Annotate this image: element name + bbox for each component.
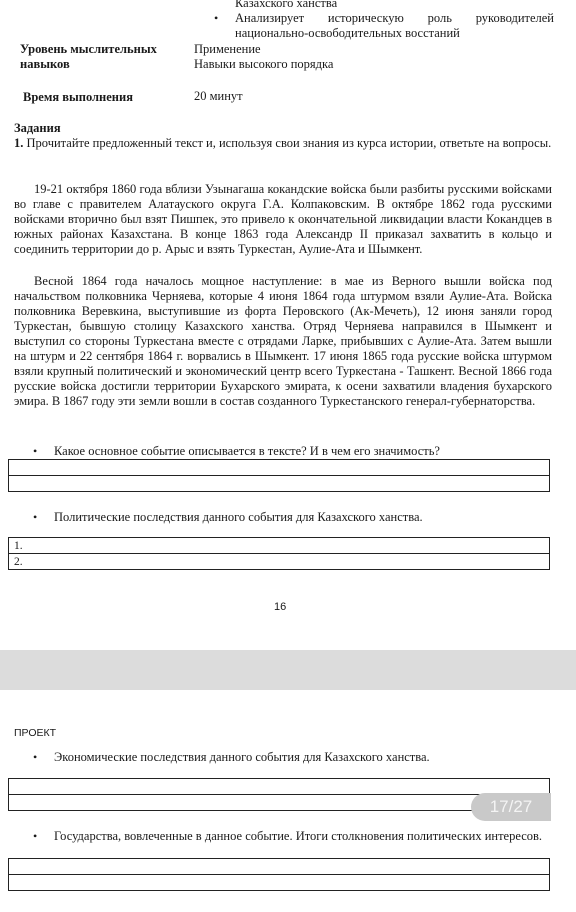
passage-paragraph-1: 19-21 октября 1860 года вблизи Узынагаша кокандские войска были разбиты русскими войсками во главе с правителем Алатауского округа Г.А. Колпаковским. В октябре 1862 года русскими войсками вторично был взят Пишпек, это привело к окончательной ликвидации власти Кокандцев в южных районах Казахстана. В конце 1863 года Александр II приказал захватить в кольцо и соединить территории до р. Арыс и взять Туркестан, Аулие-Ата и Шымкент. xyxy=(14,182,552,256)
answer-line[interactable] xyxy=(9,795,549,811)
time-label: Время выполнения xyxy=(23,90,133,104)
khanate-line: Казахского ханства xyxy=(235,0,338,10)
bullet-icon: • xyxy=(214,11,219,25)
answer-line[interactable] xyxy=(9,859,549,875)
answer-box-q3[interactable] xyxy=(8,778,550,811)
answer-line[interactable] xyxy=(9,779,549,795)
project-header: ПРОЕКТ xyxy=(14,727,57,739)
time-value: 20 минут xyxy=(194,89,243,103)
bullet-icon: • xyxy=(33,510,38,524)
question-2: • Политические последствия данного события для Казахского ханства. xyxy=(33,510,423,524)
answer-box-q4[interactable] xyxy=(8,858,550,891)
answer-line[interactable] xyxy=(9,460,549,476)
objective-item xyxy=(214,11,554,41)
task-1-number: 1. xyxy=(14,136,24,150)
question-3: • Экономические последствия данного события для Казахского ханства. xyxy=(33,750,430,764)
answer-line-2[interactable]: 2. xyxy=(14,556,23,568)
thinking-level-value: Применение Навыки высокого порядка xyxy=(194,42,334,71)
answer-line[interactable] xyxy=(9,476,549,492)
page-number: 16 xyxy=(274,601,287,613)
question-1: • Какое основное событие описывается в тексте? И в чем его значимость? xyxy=(33,444,440,458)
answer-box-q2[interactable] xyxy=(8,537,550,570)
answer-line[interactable] xyxy=(9,875,549,891)
answer-line-1[interactable]: 1. xyxy=(9,538,549,554)
task-1 xyxy=(14,136,552,151)
bullet-icon: • xyxy=(33,829,38,843)
answer-box-q1[interactable] xyxy=(8,459,550,492)
objective-line-1: Анализирует историческую роль руководителей xyxy=(235,11,554,25)
page-counter-badge: 17/27 xyxy=(471,793,551,821)
bullet-icon: • xyxy=(33,444,38,458)
question-4: • Государства, вовлеченные в данное событие. Итоги столкновения политических интересов. xyxy=(33,829,543,843)
task-1-text: Прочитайте предложенный текст и, используя свои знания из курса истории, ответьте на вопросы. xyxy=(26,136,552,150)
passage-paragraph-2: Весной 1864 года началось мощное наступление: в мае из Верного вышли войска под начальством полковника Черняева, которые 4 июня 1864 года штурмом взяли Аулие-Ата. Войска полковника Веревкина, выступившие из форта Перовского (Ак-Мечеть), 12 июня заняли город Туркестан, бывшую столицу Казахского ханства. Отряд Черняева направился в Шымкент и выступил со стороны Туркестана вместе с отрядами Ларке, прибывших с Аулие-Ата. Затем вышли на штурм и 22 сентября 1864 г. ворвались в Шымкент. 17 июня 1865 года русские войска штурмом взяли крупный политический и экономический центр всего Туркестана - Ташкент. Весной 1866 года русские войска достигли территории Бухарского эмирата, к осени захватили владения бухарского эмира. В 1867 году эти земли вошли в состав созданного Туркестанского генерал-губернаторства. xyxy=(14,274,552,408)
thinking-level-label: Уровень мыслительных навыков xyxy=(20,42,157,71)
objective-line-2: национально-освободительных восстаний xyxy=(235,26,460,40)
tasks-heading: Задания xyxy=(14,121,61,135)
bullet-icon: • xyxy=(33,750,38,764)
